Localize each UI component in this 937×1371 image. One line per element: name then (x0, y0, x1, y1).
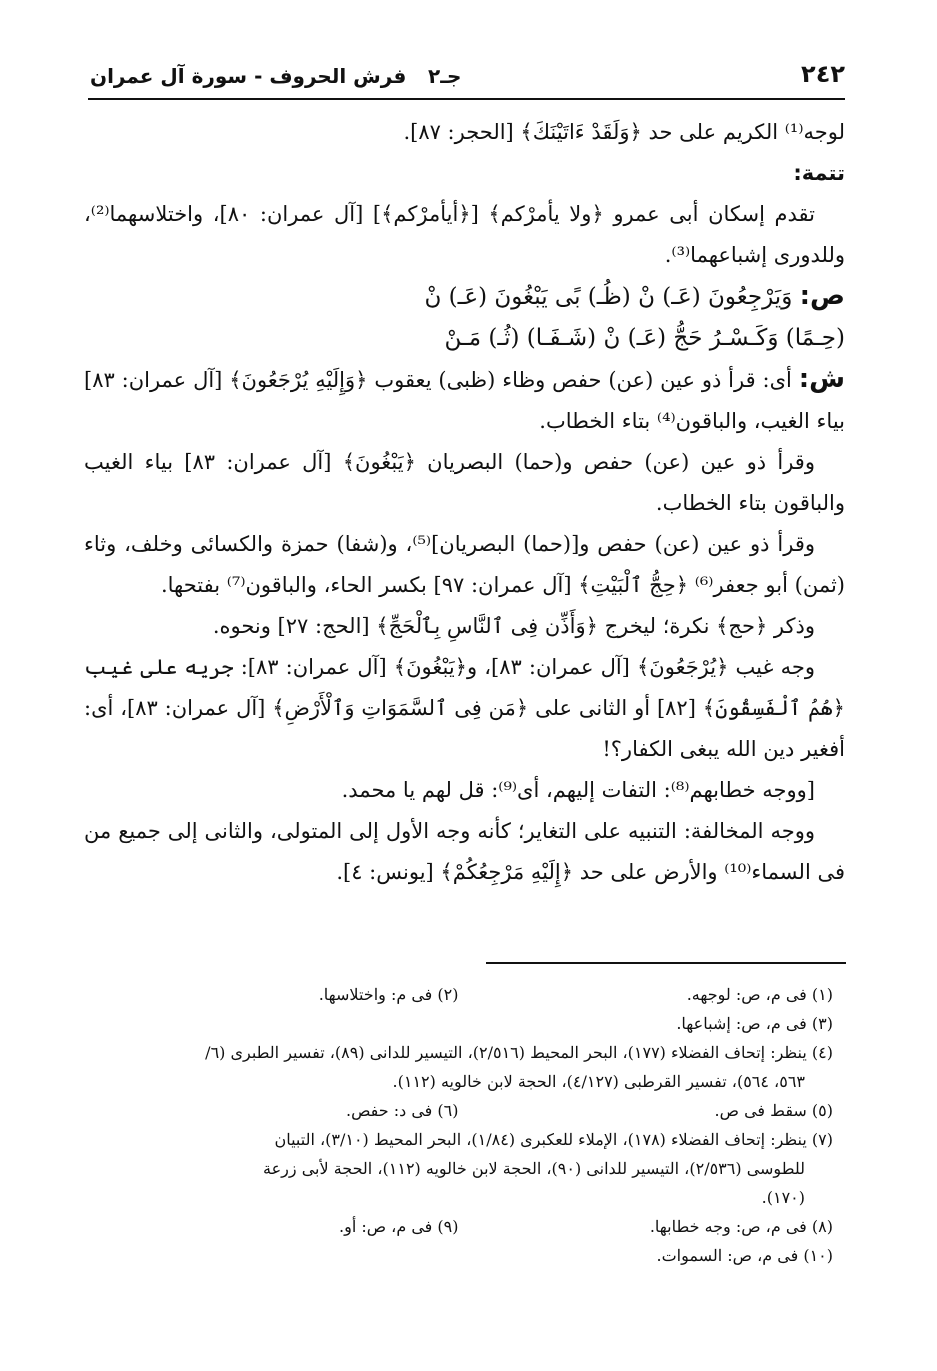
header-title: فرش الحروف - سورة آل عمران (90, 64, 407, 88)
paragraph: وقرأ ذو عين (عن) حفص و[(حما) البصريان]⁽⁵⁾، و(شفا) حمزة والكسائى وخلف، وثاء (ثمن) أبو جعفر⁽⁶⁾ ﴿حِجُّ ٱلْبَيْتِ﴾ [آل عمران: ٩٧] بكسر الحاء، والباقون⁽⁷⁾ بفتحها. (84, 532, 845, 597)
footnotes (84, 980, 833, 1270)
footnote: (٦) فى د: حفص. (345, 1101, 459, 1120)
footnote: (٣) فى م، ص: إشباعها. (676, 1014, 833, 1033)
paragraph: وجه غيب ﴿يُرْجَعُونَ﴾ [آل عمران: ٨٣]، و﴿يَبْغُونَ﴾ [آل عمران: ٨٣]: جريه على غيب ﴿هُمُ ٱلْفَسِقُونَ﴾ [٨٢] أو الثانى على ﴿مَن فِى ٱلسَّمَوَاتِ وَٱلْأَرْضِ﴾ [آل عمران: ٨٣]، أى: أفغير دين الله يبغى الكفار؟! (84, 655, 845, 761)
footnote: (٩) فى م، ص: أو. (339, 1217, 459, 1236)
verse-line (84, 276, 845, 318)
page-number: ٢٤٢ (801, 60, 845, 88)
footnote: (٧) ينظر: إتحاف الفضلاء (١٧٨)، الإملاء للعكبرى (١/٨٤)، البحر المحيط (٣/١٠)، التبيان (274, 1130, 833, 1149)
verse-text: وَيَرْجِعُونَ (عَـ) نْ (ظُـ) بًى يَبْغُونَ (عَـ) نْ (424, 284, 793, 310)
paragraph (84, 359, 845, 442)
footnote: (٥) سقط فى ص. (714, 1101, 833, 1120)
footnote-continuation: ٥٦٣، ٥٦٤)، تفسير القرطبى (٤/١٢٧)، الحجة لابن خالويه (١١٢). (392, 1072, 805, 1091)
sad-label: ص: (799, 281, 845, 311)
footnote: (٢) فى م: واختلاسها. (318, 985, 459, 1004)
footnote-row (84, 980, 833, 1009)
footnote-continuation: (١٧٠). (761, 1188, 805, 1207)
footnote: (١) فى م، ص: لوجهه. (686, 985, 833, 1004)
footnote-continuation: للطوسى (٢/٥٣٦)، التيسير للدانى (٩٠)، الحجة لابن خالويه (١١٢)، الحجة لأبى زرعة (263, 1159, 805, 1178)
footnote: (١٠) فى م، ص: السموات. (656, 1246, 833, 1265)
paragraph-text: أى: قرأ ذو عين (عن) حفص وظاء (ظبى) يعقوب ﴿وَإِلَيْهِ يُرْجَعُونَ﴾ [آل عمران: ٨٣] بياء الغيب، والباقون⁽⁴⁾ بتاء الخطاب. (84, 368, 845, 433)
paragraph: ووجه المخالفة: التنبيه على التغاير؛ كأنه وجه الأول إلى المتولى، والثانى إلى جميع من فى السماء⁽¹⁰⁾ والأرض على حد ﴿إِلَيْهِ مَرْجِعُكُمْ﴾ [يونس: ٤]. (84, 819, 845, 884)
footnote-row (84, 1212, 833, 1241)
shin-label: ش: (798, 364, 845, 394)
verse-line: (حِـمًا) وَكَـسْـرُ حَجُّ (عَـ) نْ (شَـفَـا) (ثُـ) مَـنْ (444, 325, 845, 351)
paragraph: وذكر ﴿حج﴾ نكرة؛ ليخرج ﴿وَأَذِّن فِى ٱلنَّاسِ بِٱلْحَجِّ﴾ [الحج: ٢٧] ونحوه. (212, 614, 815, 638)
paragraph: [ووجه خطابهم⁽⁸⁾: التفات إليهم، أى⁽⁹⁾: قل لهم يا محمد. (341, 778, 815, 802)
text-line: لوجه⁽¹⁾ الكريم على حد ﴿وَلَقَدْ ءَاتَيْنَكَ﴾ [الحجر: ٨٧]. (403, 120, 845, 144)
volume-label: جـ٢ (428, 64, 462, 88)
paragraph: تقدم إسكان أبى عمرو ﴿ولا يأمرْكم﴾ [﴿أيأمرْكم﴾] [آل عمران: ٨٠]، واختلاسهما⁽²⁾، وللدورى إشباعهما⁽³⁾. (84, 202, 845, 267)
footnote-separator (486, 962, 846, 964)
main-text (84, 112, 845, 893)
footnote: (٤) ينظر: إتحاف الفضلاء (١٧٧)، البحر المحيط (٢/٥١٦)، التيسير للدانى (٨٩)، تفسير الطبرى (٦/ (205, 1043, 833, 1062)
section-heading: تتمة: (793, 161, 845, 185)
footnote-row (84, 1096, 833, 1125)
footnote: (٨) فى م، ص: وجه خطابها. (649, 1217, 833, 1236)
running-header (88, 58, 845, 100)
paragraph: وقرأ ذو عين (عن) حفص و(حما) البصريان ﴿يَبْغُونَ﴾ [آل عمران: ٨٣] بياء الغيب والباقون بتاء الخطاب. (84, 450, 845, 515)
